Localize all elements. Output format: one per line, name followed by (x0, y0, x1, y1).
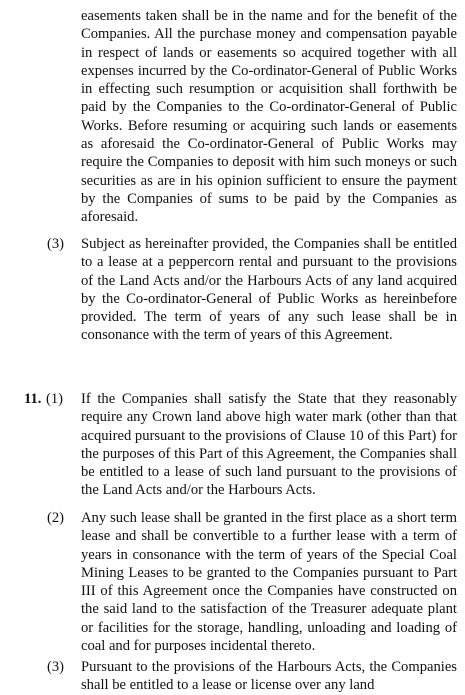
subclause-number-10-3: (3) (47, 236, 65, 252)
subclause-text-11-2: Any such lease shall be granted in the first place as a short term lease and shall be convertible to a further lease with a term of years in consonance with the term of years of the Special Coal Mining Leases to be granted to the Companies pursuant to Part III of this Agreement once the Companies have constructed on the said land to the satisfaction of the Treasurer adequate plant or facilities for the storage, handling, unloading and loading of coal and for purposes incidental thereto. (81, 510, 457, 655)
subclause-number-11-3: (3) (47, 659, 65, 675)
subclause-number-11-2: (2) (47, 510, 65, 526)
subclause-text-11-1: If the Companies shall satisfy the State that they reasonably require any Crown land above high water mark (other than that acquired pursuant to the provisions of Clause 10 of this Part) for the purposes of this Part of this Agreement, the Companies shall be entitled to a lease of such land pursuant to the provisions of the Land Acts and/or the Harbours Acts. (81, 391, 457, 499)
subclause-text-11-3: Pursuant to the provisions of the Harbours Acts, the Companies shall be entitled to a lease or license over any land (81, 659, 457, 694)
subclause-number-11-1: (1) (46, 391, 64, 407)
clause-number-11 (24, 390, 41, 408)
continuation-paragraph: easements taken shall be in the name and for the benefit of the Companies. All the purchase money and compensation payable in respect of lands or easements so acquired together with all expenses incurred by the Co-ordinator-General of Public Works in effecting such resumption or acquisition shall forthwith be paid by the Companies to the Co-ordinator-General of Public Works. Before resuming or acquiring such lands or easements as aforesaid the Co-ordinator-General of Public Works may require the Companies to deposit with him such moneys or such securities as are in his opinion sufficient to ensure the payment by the Companies of sums to be paid by the Companies as aforesaid. (81, 8, 457, 226)
subclause-text-10-3: Subject as hereinafter provided, the Companies shall be entitled to a lease at a peppercorn rental and pursuant to the provisions of the Land Acts and/or the Harbours Acts of any land acquired by the Co-ordinator-General of Public Works as hereinbefore provided. The term of years of any such lease shall be in consonance with the term of years of this Agreement. (81, 236, 457, 344)
clause-number-11-text: 11. (24, 391, 42, 407)
